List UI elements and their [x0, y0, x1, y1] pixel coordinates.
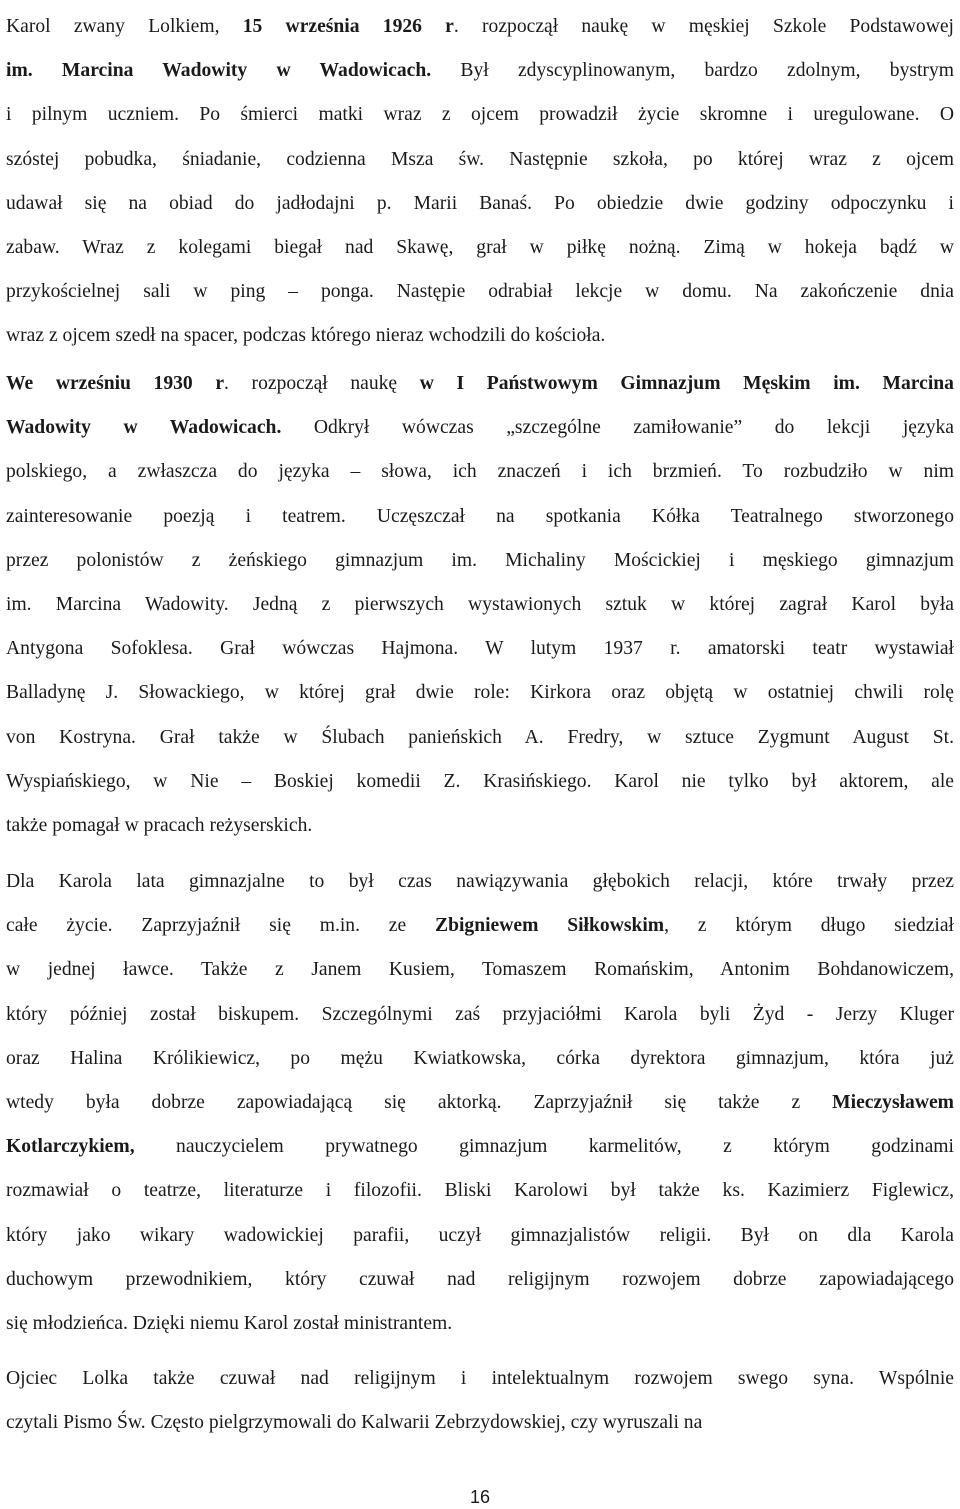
text-run: zainteresowanie poezją i teatrem. Uczęszczał na spotkania Kółka Teatralnego stworzonego: [6, 505, 954, 527]
text-line: [6, 913, 954, 939]
text-run: całe życie. Zaprzyjaźnił się m.in. ze: [6, 915, 435, 937]
text-run: Dla Karola lata gimnazjalne to był czas nawiązywania głębokich relacji, które trwały przez: [6, 871, 954, 892]
text-run: polskiego, a zwłaszcza do języka – słowa, ich znaczeń i ich brzmień. To rozbudziło w nim: [6, 461, 954, 483]
text-line: [6, 725, 954, 751]
text-run: duchowym przewodnikiem, który czuwał nad religijnym rozwojem dobrze zapowiadającego: [6, 1268, 954, 1290]
text-line: [6, 548, 954, 574]
text-run: Balladynę J. Słowackiego, w której grał dwie role: Kirkora oraz objętą w ostatniej chwili rolę: [6, 682, 954, 704]
text-line: [6, 1366, 954, 1392]
text-line: [6, 235, 954, 261]
text-run: i pilnym uczniem. Po śmierci matki wraz z ojcem prowadził życie skromne i uregulowane. O: [6, 104, 954, 126]
bold-text: Wadowity w Wadowicach.: [6, 417, 282, 439]
text-run: który później został biskupem. Szczególnymi zaś przyjaciółmi Karola byli Żyd - Jerzy Kluger: [6, 1003, 954, 1025]
bold-text: We wrześniu 1930 r: [6, 373, 225, 394]
text-run: czytali Pismo Św. Często pielgrzymowali do Kalwarii Zebrzydowskiej, czy wyruszali na: [6, 1412, 703, 1434]
text-run: Był zdyscyplinowanym, bardzo zdolnym, bystrym: [431, 60, 954, 82]
text-line: [6, 813, 954, 839]
text-run: udawał się na obiad do jadłodajni p. Marii Banaś. Po obiedzie dwie godziny odpoczynku i: [6, 192, 954, 214]
text-line: [6, 323, 954, 349]
text-line: [6, 58, 954, 84]
text-line: [6, 1134, 954, 1160]
text-line: [6, 147, 954, 173]
text-line: [6, 415, 954, 441]
text-run: zabaw. Wraz z kolegami biegał nad Skawę, grał w piłkę nożną. Zimą w hokeja bądź w: [6, 237, 954, 258]
text-line: [6, 769, 954, 795]
text-run: . rozpoczął naukę: [224, 373, 420, 394]
text-line: [6, 1223, 954, 1249]
text-run: oraz Halina Królikiewicz, po mężu Kwiatkowska, córka dyrektora gimnazjum, która już: [6, 1047, 954, 1069]
text-line: [6, 680, 954, 706]
text-line: [6, 1090, 954, 1116]
text-run: von Kostryna. Grał także w Ślubach panieńskich A. Fredry, w sztuce Zygmunt August St.: [6, 726, 954, 748]
text-line: [6, 592, 954, 618]
text-run: Karol zwany Lolkiem,: [6, 16, 243, 37]
text-run: się młodzieńca. Dzięki niemu Karol został ministrantem.: [6, 1313, 453, 1334]
text-line: [6, 279, 954, 305]
text-run: w jednej ławce. Także z Janem Kusiem, Tomaszem Romańskim, Antonim Bohdanowiczem,: [6, 959, 954, 981]
text-line: [6, 504, 954, 530]
bold-text: 15 września 1926 r: [242, 16, 454, 37]
text-line: [6, 1311, 954, 1337]
text-run: rozmawiał o teatrze, literaturze i filozofii. Bliski Karolowi był także ks. Kazimierz Figlewicz,: [6, 1180, 954, 1202]
text-line: [6, 1002, 954, 1028]
text-line: [6, 1046, 954, 1072]
text-line: [6, 957, 954, 983]
text-line: [6, 102, 954, 128]
bold-text: Zbigniewem Siłkowskim: [435, 915, 665, 937]
text-run: Wyspiańskiego, w Nie – Boskiej komedii Z. Krasińskiego. Karol nie tylko był aktorem, ale: [6, 770, 954, 792]
text-run: Antygona Sofoklesa. Grał wówczas Hajmona. W lutym 1937 r. amatorski teatr wystawiał: [6, 638, 954, 660]
text-line: [6, 869, 954, 895]
text-line: [6, 1178, 954, 1204]
bold-text: Mieczysławem: [832, 1092, 954, 1113]
text-run: , z którym długo siedział: [664, 915, 954, 937]
text-line: [6, 1267, 954, 1293]
text-line: [6, 371, 954, 397]
text-run: . rozpoczął naukę w męskiej Szkole Podstawowej: [453, 16, 954, 37]
text-line: [6, 191, 954, 217]
text-run: Odkrył wówczas „szczególne zamiłowanie” do lekcji języka: [281, 417, 954, 439]
page-number: 16: [469, 1487, 491, 1507]
text-line: [6, 459, 954, 485]
text-run: wraz z ojcem szedł na spacer, podczas którego nieraz wchodzili do kościoła.: [6, 325, 606, 347]
bold-text: w I Państwowym Gimnazjum Męskim im. Marcina: [419, 373, 954, 394]
text-run: przez polonistów z żeńskiego gimnazjum im. Michaliny Mościckiej i męskiego gimnazjum: [6, 549, 954, 571]
text-run: im. Marcina Wadowity. Jedną z pierwszych wystawionych sztuk w której zagrał Karol była: [6, 594, 954, 615]
text-run: przykościelnej sali w ping – ponga. Następie odrabiał lekcje w domu. Na zakończenie dnia: [6, 281, 954, 303]
text-line: [6, 14, 954, 40]
text-run: szóstej pobudka, śniadanie, codzienna Msza św. Następnie szkoła, po której wraz z ojcem: [6, 148, 954, 170]
bold-text: im. Marcina Wadowity w Wadowicach.: [6, 60, 432, 82]
text-run: wtedy była dobrze zapowiadającą się aktorką. Zaprzyjaźnił się także z: [6, 1092, 833, 1113]
text-line: [6, 1410, 954, 1436]
text-run: także pomagał w pracach reżyserskich.: [6, 815, 313, 836]
text-run: nauczycielem prywatnego gimnazjum karmelitów, z którym godzinami: [134, 1136, 954, 1158]
text-run: Ojciec Lolka także czuwał nad religijnym i intelektualnym rozwojem swego syna. Wspólnie: [6, 1368, 954, 1389]
bold-text: Kotlarczykiem,: [6, 1136, 135, 1158]
text-line: [6, 636, 954, 662]
text-run: który jako wikary wadowickiej parafii, uczył gimnazjalistów religii. Był on dla Karola: [6, 1224, 954, 1246]
